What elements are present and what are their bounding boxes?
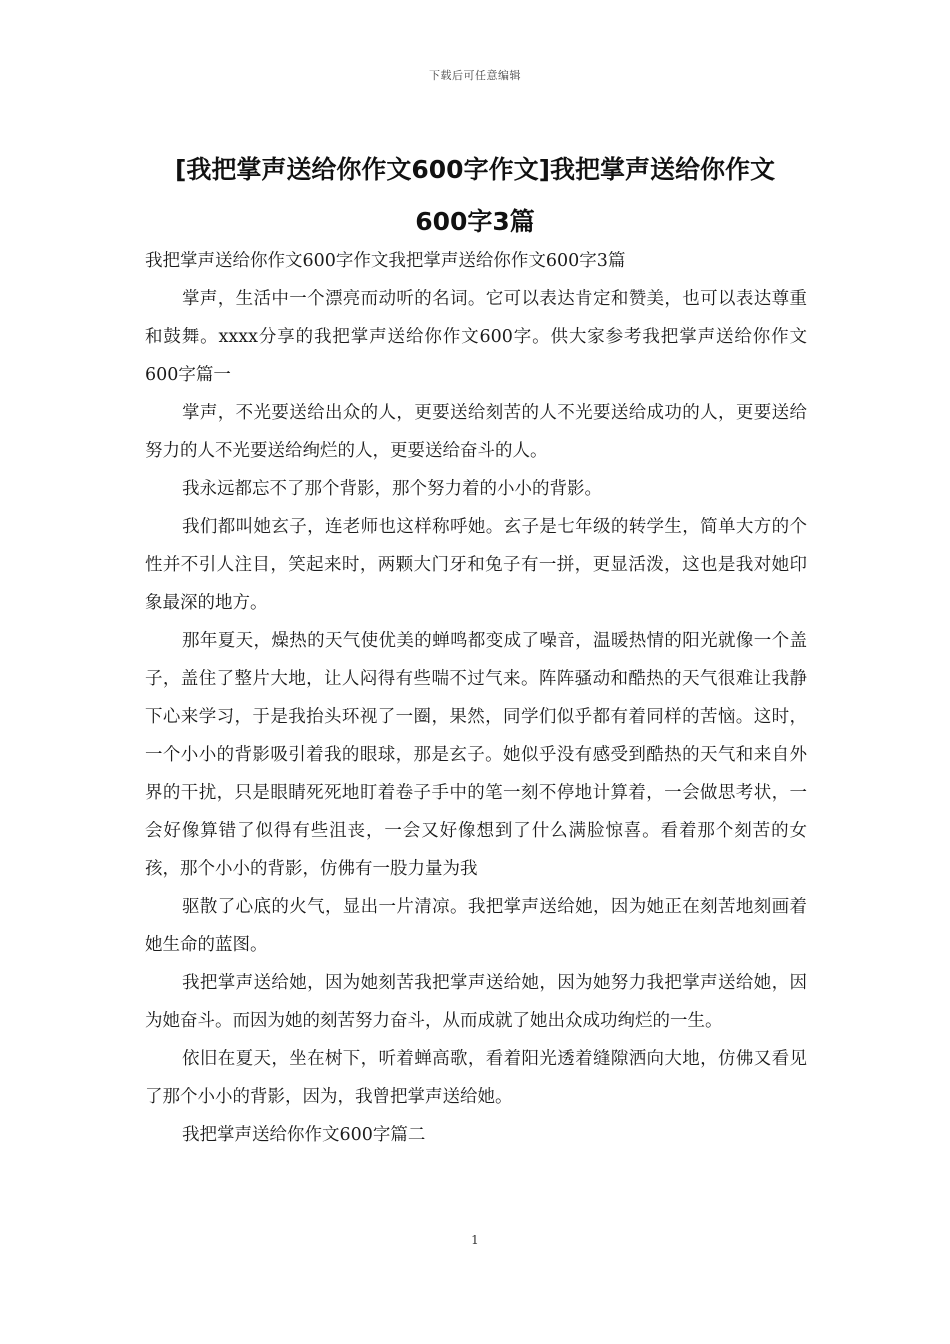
- document-body: [145, 242, 807, 1154]
- section-heading: 我把掌声送给你作文600字篇二: [182, 1125, 426, 1145]
- document-title: [145, 144, 805, 248]
- body-paragraph: 我永远都忘不了那个背影，那个努力着的小小的背影。: [182, 479, 602, 499]
- subtitle-paragraph: 我把掌声送给你作文600字作文我把掌声送给你作文600字3篇: [145, 251, 626, 271]
- body-paragraph: 那年夏天，燥热的天气使优美的蝉鸣都变成了噪音，温暖热情的阳光就像一个盖子，盖住了整片大地，让人闷得有些喘不过气来。阵阵骚动和酷热的天气很难让我静下心来学习，于是我抬头环视了一圈，果然，同学们似乎都有着同样的苦恼。这时，一个小小的背影吸引着我的眼球，那是玄子。她似乎没有感受到酷热的天气和来自外界的干扰，只是眼睛死死地盯着卷子手中的笔一刻不停地计算着，一会做思考状，一会好像算错了似得有些沮丧，一会又好像想到了什么满脸惊喜。看着那个刻苦的女孩，那个小小的背影，仿佛有一股力量为我: [145, 631, 807, 879]
- title-line-1: [我把掌声送给你作文600字作文]我把掌声送给你作文: [174, 155, 776, 184]
- body-paragraph: 掌声，不光要送给出众的人，更要送给刻苦的人不光要送给成功的人，更要送给努力的人不光要送给绚烂的人，更要送给奋斗的人。: [145, 403, 807, 461]
- body-paragraph: 我把掌声送给她，因为她刻苦我把掌声送给她，因为她努力我把掌声送给她，因为她奋斗。而因为她的刻苦努力奋斗，从而成就了她出众成功绚烂的一生。: [145, 973, 807, 1031]
- title-line-2: 600字3篇: [415, 207, 535, 236]
- page-header: 下载后可任意编辑: [429, 69, 521, 82]
- page-number: 1: [471, 1233, 479, 1247]
- body-paragraph: 依旧在夏天，坐在树下，听着蝉高歌，看着阳光透着缝隙洒向大地，仿佛又看见了那个小小的背影，因为，我曾把掌声送给她。: [145, 1049, 807, 1107]
- body-paragraph: 我们都叫她玄子，连老师也这样称呼她。玄子是七年级的转学生，简单大方的个性并不引人注目，笑起来时，两颗大门牙和兔子有一拼，更显活泼，这也是我对她印象最深的地方。: [145, 517, 807, 613]
- body-paragraph: 驱散了心底的火气，显出一片清凉。我把掌声送给她，因为她正在刻苦地刻画着她生命的蓝图。: [145, 897, 807, 955]
- body-paragraph: 掌声，生活中一个漂亮而动听的名词。它可以表达肯定和赞美，也可以表达尊重和鼓舞。xxxx分享的我把掌声送给你作文600字。供大家参考我把掌声送给你作文600字篇一: [145, 289, 807, 385]
